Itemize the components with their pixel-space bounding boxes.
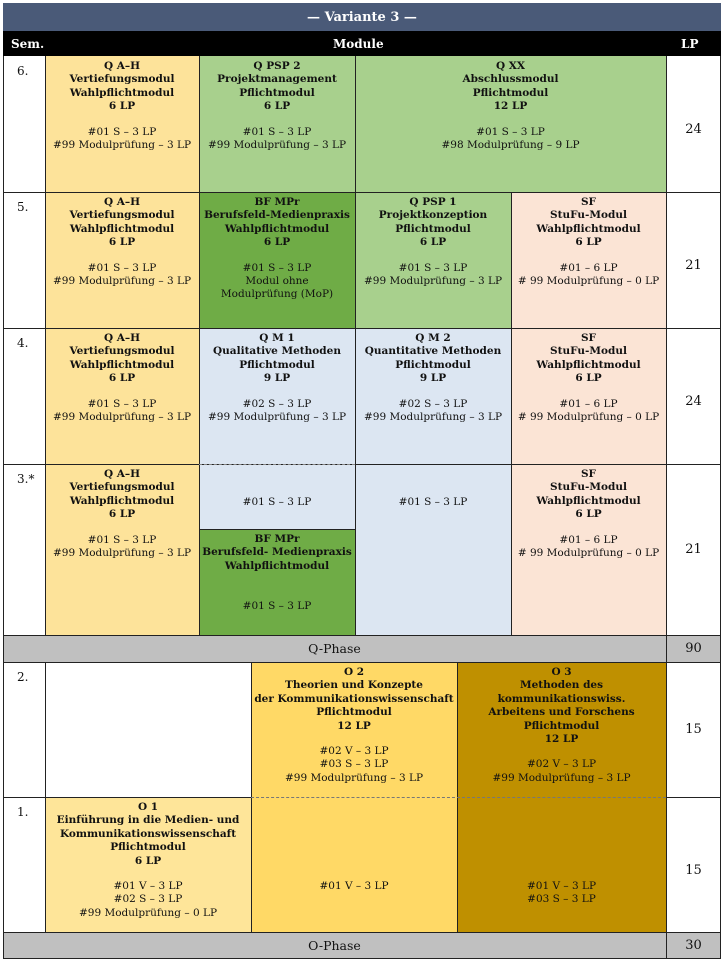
module-detail: #02 V – 3 LP (319, 745, 389, 758)
module-name: Theorien und Konzepte (285, 679, 423, 692)
module-type: Wahlpflichtmodul (536, 222, 641, 235)
module-column-header: Module (333, 36, 384, 51)
module-q-xx-sem6 (355, 56, 666, 192)
module-name: Berufsfeld-Medienpraxis (204, 209, 350, 222)
module-code: BF MPr (254, 196, 300, 208)
module-q-m2-sem4 (355, 328, 511, 464)
module-detail: #01 S – 3 LP (242, 600, 312, 613)
module-detail: #99 Modulprüfung – 3 LP (492, 771, 631, 784)
module-sf-sem5 (511, 192, 666, 328)
module-lp: 9 LP (263, 372, 291, 385)
module-detail: #99 Modulprüfung – 3 LP (52, 139, 192, 152)
module-detail: # 99 Modulprüfung – 0 LP (517, 547, 660, 560)
module-q-m2-sem3 (355, 464, 511, 635)
grid-line (3, 328, 721, 329)
module-name: StuFu-Modul (550, 481, 627, 494)
module-o2-sem1-detail (251, 880, 457, 900)
module-lp: 9 LP (419, 372, 447, 385)
module-name: Vertiefungsmodul (69, 481, 175, 494)
module-lp: 6 LP (108, 100, 136, 113)
module-detail: #01 S – 3 LP (242, 496, 312, 508)
grid-line (666, 797, 721, 798)
module-detail: #03 S – 3 LP (527, 893, 596, 906)
dashed-separator (199, 464, 355, 465)
module-code: SF (580, 196, 597, 208)
module-type: Pflichtmodul (395, 358, 471, 371)
semester-2-label: 2. (17, 670, 29, 684)
module-name: Arbeitens und Forschens (488, 706, 635, 719)
module-lp: 6 LP (575, 236, 602, 249)
module-type: Wahlpflichtmodul (536, 494, 641, 507)
module-name: StuFu-Modul (550, 209, 627, 222)
semester-2-lp: 15 (685, 722, 702, 737)
column-header-row (3, 31, 721, 56)
semester-5-label: 5. (17, 200, 29, 214)
module-detail: Modulprüfung (MoP) (220, 288, 334, 301)
module-type: Wahlpflichtmodul (69, 494, 175, 507)
module-q-psp1-sem5 (355, 192, 511, 328)
module-type: Pflichtmodul (239, 358, 315, 371)
module-code: Q A–H (103, 60, 141, 72)
sem-column-header: Sem. (11, 36, 45, 51)
module-detail: #98 Modulprüfung – 9 LP (441, 139, 580, 152)
grid-line (3, 797, 251, 798)
module-code: SF (580, 332, 597, 344)
module-name: Berufsfeld- Medienpraxis (202, 546, 352, 559)
module-name: Projektmanagement (217, 73, 337, 86)
semester-4-lp: 24 (685, 394, 702, 409)
module-name: Vertiefungsmodul (69, 209, 175, 222)
module-detail: #01 – 6 LP (559, 261, 618, 274)
module-code: SF (580, 468, 597, 480)
lp-column-header: LP (681, 36, 699, 51)
module-bf-mpr-sem5 (199, 192, 355, 328)
module-detail: #01 S – 3 LP (476, 125, 545, 138)
module-bf-mpr-sem3 (199, 529, 355, 635)
module-detail: #02 S – 3 LP (398, 397, 468, 410)
module-detail: #01 – 6 LP (559, 397, 618, 410)
module-lp: 6 LP (263, 236, 291, 249)
module-o3-sem1-detail (457, 880, 666, 914)
module-detail: #03 S – 3 LP (319, 758, 389, 771)
module-lp: 12 LP (337, 719, 371, 732)
grid-line (3, 635, 721, 636)
module-code: Q A–H (103, 196, 141, 208)
grid-line (511, 192, 512, 635)
module-q-ah-sem4 (45, 328, 199, 464)
module-name: der Kommunikationswissenschaft (254, 692, 454, 705)
semester-6-lp: 24 (685, 122, 702, 137)
module-type: Wahlpflichtmodul (69, 86, 175, 99)
module-lp: 6 LP (575, 508, 602, 521)
module-type: Wahlpflichtmodul (69, 358, 175, 371)
module-detail: #01 – 6 LP (559, 533, 618, 546)
module-detail: #99 Modulprüfung – 3 LP (52, 275, 192, 288)
module-detail: Modul ohne (245, 275, 309, 288)
q-phase-label: Q-Phase (3, 635, 666, 662)
module-code: Q A–H (103, 468, 141, 480)
module-type: Pflichtmodul (472, 86, 549, 99)
module-q-m1-sem3 (199, 464, 355, 529)
module-detail: #01 S – 3 LP (87, 261, 157, 274)
module-q-ah-sem5 (45, 192, 199, 328)
module-type: Wahlpflichtmodul (69, 222, 175, 235)
module-type: Pflichtmodul (316, 706, 392, 719)
semester-1-label: 1. (17, 805, 29, 819)
module-detail: #01 V – 3 LP (113, 880, 183, 893)
module-code: O 3 (551, 666, 572, 678)
module-name: Einführung in die Medien- und (56, 814, 240, 827)
grid-line (3, 958, 721, 959)
module-detail: #01 S – 3 LP (87, 125, 157, 138)
module-code: Q A–H (103, 332, 141, 344)
module-lp: 6 LP (108, 372, 136, 385)
module-name: Kommunikationswissenschaft (59, 827, 237, 840)
module-sf-sem3 (511, 464, 666, 635)
grid-line (355, 56, 356, 635)
module-code: O 2 (343, 666, 365, 678)
module-detail: #01 S – 3 LP (242, 261, 312, 274)
module-lp: 12 LP (544, 733, 579, 746)
module-q-psp2-sem6 (199, 56, 355, 192)
module-name: StuFu-Modul (550, 345, 627, 358)
module-detail: #02 S – 3 LP (242, 397, 312, 410)
module-detail: #99 Modulprüfung – 3 LP (363, 275, 503, 288)
module-detail: #01 S – 3 LP (242, 125, 312, 138)
module-type: Wahlpflichtmodul (224, 559, 330, 572)
module-detail: #01 S – 3 LP (398, 496, 468, 508)
module-detail: #99 Modulprüfung – 3 LP (284, 771, 424, 784)
module-type: Pflichtmodul (110, 841, 186, 854)
grid-line (3, 662, 721, 663)
module-code: Q PSP 1 (409, 196, 457, 208)
grid-line (3, 192, 721, 193)
module-sf-sem4 (511, 328, 666, 464)
semester-5-lp: 21 (685, 258, 702, 273)
module-code: O 1 (137, 801, 159, 813)
module-detail: #99 Modulprüfung – 3 LP (207, 411, 347, 424)
module-type: Wahlpflichtmodul (224, 222, 330, 235)
module-detail: #99 Modulprüfung – 3 LP (52, 547, 192, 560)
module-detail: #99 Modulprüfung – 3 LP (52, 411, 192, 424)
module-detail: #02 S – 3 LP (113, 893, 183, 906)
module-code: Q XX (495, 60, 526, 72)
q-phase-lp: 90 (666, 635, 721, 662)
module-name: Methoden des kommunikationswiss. (497, 679, 626, 705)
grid-line (45, 56, 46, 635)
module-detail: #01 S – 3 LP (398, 261, 468, 274)
semester-3-label: 3.* (17, 472, 35, 486)
grid-line (199, 529, 355, 530)
module-code: Q PSP 2 (253, 60, 301, 72)
module-detail: #01 V – 3 LP (319, 880, 389, 892)
module-name: Vertiefungsmodul (69, 73, 175, 86)
module-q-ah-sem3 (45, 464, 199, 635)
module-q-m1-sem4 (199, 328, 355, 464)
table-title: — Variante 3 — (3, 3, 721, 31)
module-type: Pflichtmodul (239, 86, 315, 99)
module-lp: 6 LP (108, 508, 136, 521)
semester-4-label: 4. (17, 336, 29, 350)
module-name: Abschlussmodul (462, 73, 559, 86)
module-lp: 6 LP (134, 854, 162, 867)
module-detail: #99 Modulprüfung – 3 LP (363, 411, 503, 424)
module-code: Q M 1 (259, 332, 295, 344)
module-type: Pflichtmodul (395, 222, 471, 235)
empty-cell (45, 662, 251, 797)
module-name: Vertiefungsmodul (69, 345, 175, 358)
o-phase-lp: 30 (666, 932, 721, 959)
semester-3-lp: 21 (685, 542, 702, 557)
semester-6-label: 6. (17, 64, 29, 78)
module-detail: #02 V – 3 LP (526, 758, 597, 771)
semester-1-lp: 15 (685, 863, 702, 878)
module-lp: 12 LP (493, 100, 528, 113)
module-code: BF MPr (254, 533, 300, 545)
module-detail: #99 Modulprüfung – 0 LP (78, 906, 218, 919)
module-code: Q M 2 (415, 332, 451, 344)
dashed-separator (251, 797, 666, 798)
module-lp: 6 LP (575, 372, 602, 385)
module-lp: 6 LP (419, 236, 447, 249)
module-q-ah-sem6 (45, 56, 199, 192)
grid-line (3, 464, 721, 465)
module-o1 (45, 797, 251, 932)
module-name: Qualitative Methoden (213, 345, 341, 358)
module-name: Projektkonzeption (378, 209, 488, 222)
module-name: Quantitative Methoden (364, 345, 502, 358)
module-detail: #01 V – 3 LP (526, 880, 597, 892)
module-type: Pflichtmodul (523, 719, 600, 732)
o-phase-label: O-Phase (3, 932, 666, 959)
module-type: Wahlpflichtmodul (536, 358, 641, 371)
grid-line (3, 932, 721, 933)
module-lp: 6 LP (108, 236, 136, 249)
grid-line (199, 56, 200, 635)
module-detail: #99 Modulprüfung – 3 LP (207, 139, 347, 152)
module-detail: # 99 Modulprüfung – 0 LP (517, 411, 660, 424)
module-detail: # 99 Modulprüfung – 0 LP (517, 275, 660, 288)
module-detail: #01 S – 3 LP (87, 397, 157, 410)
module-lp: 6 LP (263, 100, 291, 113)
module-detail: #01 S – 3 LP (87, 533, 157, 546)
